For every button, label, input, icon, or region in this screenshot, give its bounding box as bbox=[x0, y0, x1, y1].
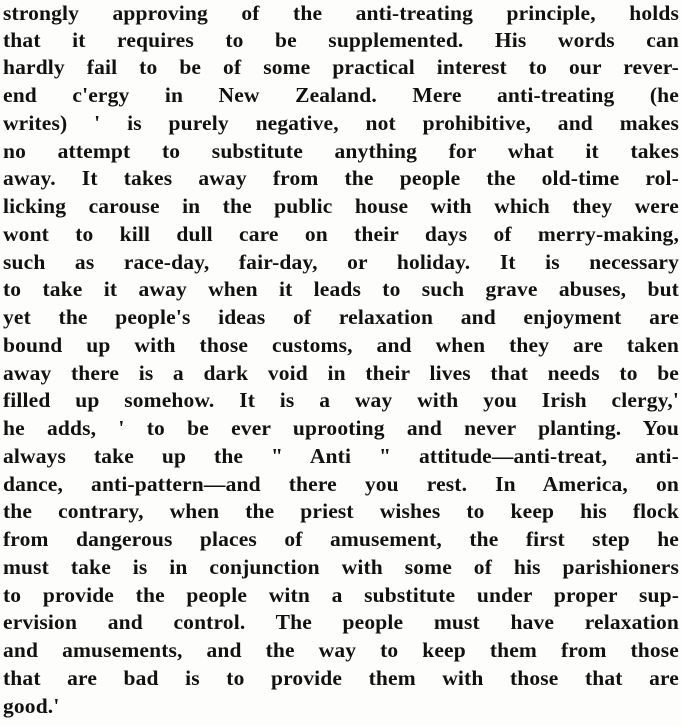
text-line: dance, anti-pattern—and there you rest. In America, on bbox=[3, 472, 679, 496]
text-line: such as race-day, fair-day, or holiday. It is necessary bbox=[3, 250, 679, 274]
text-line: the contrary, when the priest wishes to keep his flock bbox=[3, 499, 679, 523]
text-line: to take it away when it leads to such grave abuses, but bbox=[3, 277, 679, 301]
text-line: must take is in conjunction with some of his parishioners bbox=[3, 555, 679, 579]
text-line: filled up somehow. It is a way with you Irish clergy,' bbox=[3, 388, 679, 412]
text-line: licking carouse in the public house with which they were bbox=[3, 194, 679, 218]
text-line: writes) ' is purely negative, not prohibitive, and makes bbox=[3, 111, 679, 135]
text-line: strongly approving of the anti-treating principle, holds bbox=[3, 1, 679, 25]
text-line: he adds, ' to be ever uprooting and never planting. You bbox=[3, 416, 679, 440]
text-line: yet the people's ideas of relaxation and enjoyment are bbox=[3, 305, 679, 329]
text-line: and amusements, and the way to keep them from those bbox=[3, 638, 679, 662]
text-line: no attempt to substitute anything for what it takes bbox=[3, 139, 679, 163]
text-line: end c'ergy in New Zealand. Mere anti-treating (he bbox=[3, 83, 679, 107]
text-line: that are bad is to provide them with those that are bbox=[3, 666, 679, 690]
text-line: that it requires to be supplemented. His words can bbox=[3, 28, 679, 52]
text-line: from dangerous places of amusement, the first step he bbox=[3, 527, 679, 551]
text-line: bound up with those customs, and when they are taken bbox=[3, 333, 679, 357]
text-line: away there is a dark void in their lives that needs to be bbox=[3, 361, 679, 385]
text-line: hardly fail to be of some practical interest to our rever- bbox=[3, 55, 679, 79]
text-line: wont to kill dull care on their days of merry-making, bbox=[3, 222, 679, 246]
text-line: to provide the people witn a substitute under proper sup- bbox=[3, 583, 679, 607]
text-line: away. It takes away from the people the old-time rol- bbox=[3, 166, 679, 190]
text-line: always take up the " Anti " attitude—anti-treat, anti- bbox=[3, 444, 679, 468]
text-line: ervision and control. The people must have relaxation bbox=[3, 610, 679, 634]
text-line: good.' bbox=[3, 694, 60, 718]
